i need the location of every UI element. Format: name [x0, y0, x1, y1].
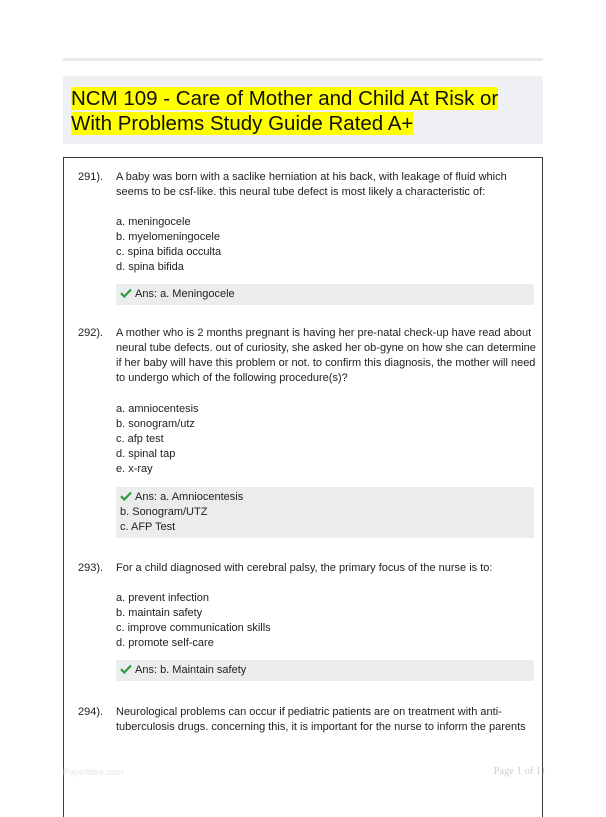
option-item: d. spinal tap [116, 448, 176, 460]
option-list [116, 215, 536, 275]
option-item: c. improve communication skills [116, 622, 271, 634]
option-item: b. myelomeningocele [116, 231, 220, 243]
option-item: d. spina bifida [116, 261, 184, 273]
answer-line: c. AFP Test [120, 521, 176, 533]
question-number: 292). [78, 327, 104, 339]
check-icon [120, 288, 132, 298]
check-icon [120, 491, 132, 501]
answer-line: b. Sonogram/UTZ [120, 506, 208, 518]
qa-frame [63, 157, 543, 817]
answer-box [116, 660, 534, 681]
option-item: c. spina bifida occulta [116, 246, 222, 258]
option-item: e. x-ray [116, 463, 153, 475]
option-item: b. maintain safety [116, 607, 203, 619]
question-number: 293). [78, 562, 104, 574]
option-item: d. promote self-care [116, 637, 214, 649]
question-number: 291). [78, 171, 104, 183]
option-item: c. afp test [116, 433, 164, 445]
page-title: NCM 109 - Care of Mother and Child At Risk or With Problems Study Guide Rated A+ [71, 87, 499, 135]
footer-watermark: Paperlibre.com [63, 767, 124, 777]
question-text: Neurological problems can occur if pediatric patients are on treatment with anti-tuberculosis drugs. concerning this, it is important for the nurse to inform the parents [116, 706, 526, 733]
option-item: a. meningocele [116, 216, 191, 228]
answer-line: Ans: a. Amniocentesis [120, 490, 530, 505]
answer-line: Ans: a. Meningocele [120, 287, 530, 302]
top-divider [63, 58, 543, 61]
option-list [116, 591, 536, 651]
option-item: b. sonogram/utz [116, 418, 195, 430]
answer-box [116, 487, 534, 538]
check-icon [120, 664, 132, 674]
option-item: a. prevent infection [116, 592, 209, 604]
question-text: A baby was born with a saclike herniation at his back, with leakage of fluid which seems to be csf-like. this neural tube defect is most likely a characteristic of: [116, 171, 507, 198]
question-text: For a child diagnosed with cerebral palsy, the primary focus of the nurse is to: [116, 562, 493, 574]
answer-line: Ans: b. Maintain safety [120, 663, 530, 678]
question-text: A mother who is 2 months pregnant is having her pre-natal check-up have read about neural tube defects. out of curiosity, she asked her ob-gyne on how she can determine if her baby will have this problem or not. to confirm this diagnosis, the mother will need to undergo which of the following procedure(s)? [116, 327, 536, 384]
title-banner [63, 76, 543, 144]
question-number: 294). [78, 706, 104, 718]
answer-box [116, 284, 534, 305]
option-list [116, 402, 536, 477]
page-indicator: Page 1 of 11 [493, 766, 546, 777]
option-item: a. amniocentesis [116, 403, 199, 415]
